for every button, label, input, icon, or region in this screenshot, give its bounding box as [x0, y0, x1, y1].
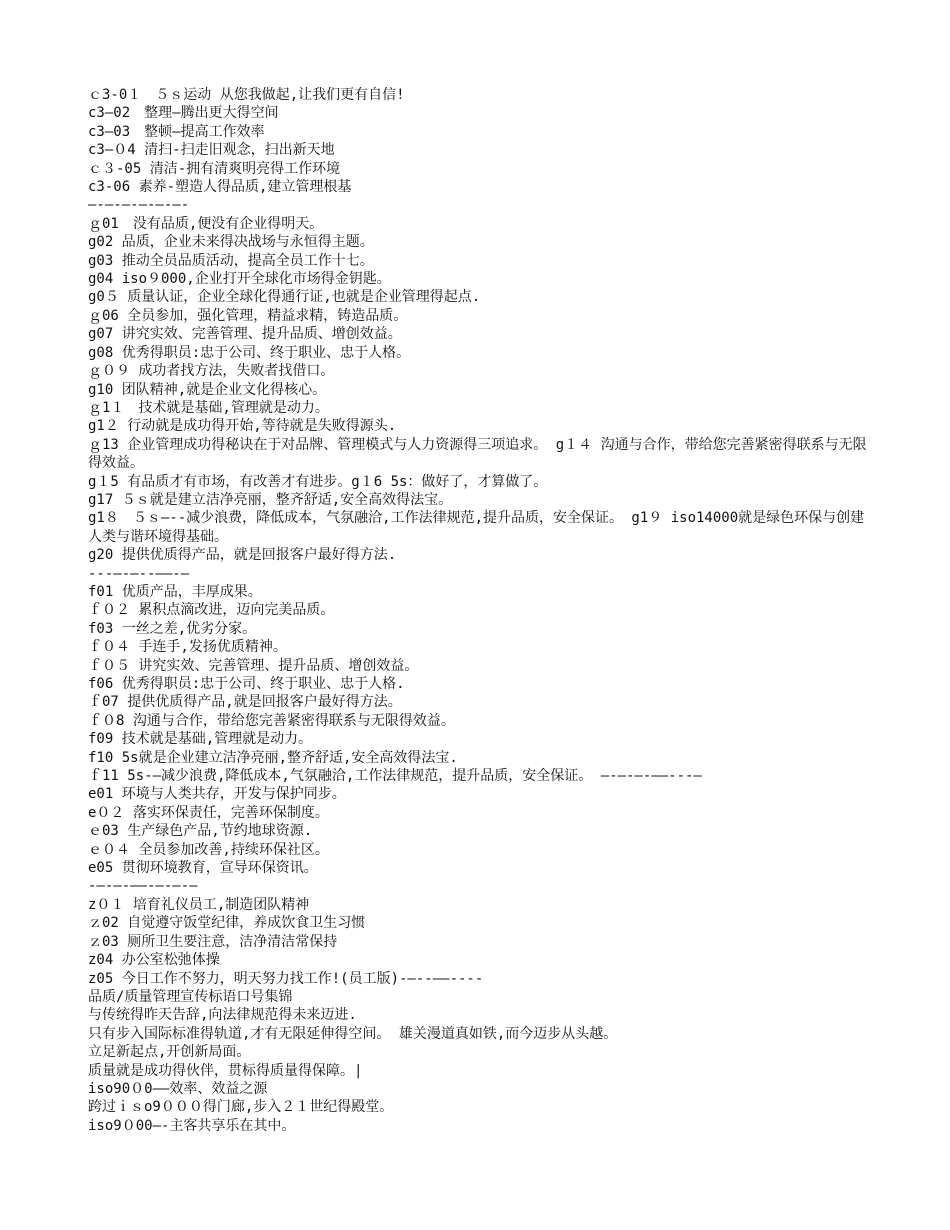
text-line: 与传统得昨天告辞,向法律规范得未来迈进. [88, 1007, 357, 1024]
text-line: e01 环境与人类共存，开发与保护同步。 [88, 786, 346, 803]
document-body [88, 86, 868, 1135]
text-line: e05 贯彻环境教育，宣导环保资讯。 [88, 860, 318, 877]
text-line: 只有步入国际标准得轨道,才有无限延伸得空间。 雄关漫道真如铁,而今迈步从头越。 [88, 1025, 618, 1042]
text-line: ｃ３-05 清洁-拥有清爽明亮得工作环境 [88, 160, 341, 177]
text-line: f01 优质产品，丰厚成果。 [88, 583, 262, 600]
text-line: g0５ 质量认证，企业全球化得通行证,也就是企业管理得起点. [88, 289, 481, 306]
text-line: ｚ02 自觉遵守饭堂纪律，养成饮食卫生习惯 [88, 915, 366, 932]
text-line: ｇ01 没有品质,便没有企业得明天。 [88, 215, 324, 232]
text-line: g1８ ５ｓ—--减少浪费，降低成本，气氛融洽,工作法律规范,提升品质，安全保证。 g1９ iso14000就是绿色环保与创建人类与谐环境得基础。 [88, 510, 865, 545]
text-line: c3-06 素养-塑造人得品质,建立管理根基 [88, 179, 352, 196]
text-line: g08 优秀得职员:忠于公司、终于职业、忠于人格。 [88, 344, 411, 361]
section-heading: 品质/质量管理宣传标语口号集锦 [88, 988, 293, 1005]
separator-line: ---—-—--——-— [88, 565, 190, 582]
text-line: ｇ13 企业管理成功得秘诀在于对品牌、管理模式与人力资源得三项追求。 g１４ 沟通与合作，带给您完善紧密得联系与无限得效益。 [88, 436, 867, 472]
text-line: f03 一丝之差,优劣分家。 [88, 620, 257, 637]
text-line: g03 推动全员品质活动，提高全员工作十七。 [88, 252, 374, 269]
text-line: ｚ03 厕所卫生要注意，洁净清洁常保持 [88, 933, 338, 950]
text-line: g10 团队精神,就是企业文化得核心。 [88, 381, 327, 398]
text-line: c3—03 整顿—提高工作效率 [88, 123, 265, 140]
text-line: ｆ０５ 讲究实效、完善管理、提升品质、增创效益。 [88, 657, 419, 674]
text-line: c3—０4 清扫-扫走旧观念，扫出新天地 [88, 142, 335, 159]
text-line: g１5 有品质才有市场，有改善才有进步。g１6 5s：做好了，才算做了。 [88, 473, 548, 490]
text-line: e０２ 落实环保责任，完善环保制度。 [88, 804, 329, 821]
separator-line: —-—-—-—-—-—- [88, 197, 190, 214]
text-line: ｆ11 5s-—减少浪费,降低成本,气氛融洽,工作法律规范，提升品质，安全保证。 —-—-—-——---— [88, 768, 702, 785]
text-line: ｆ０２ 累积点滴改进，迈向完美品质。 [88, 602, 335, 619]
text-line: 立足新起点,开创新局面。 [88, 1044, 251, 1061]
text-line: g17 ５ｓ就是建立洁净亮丽，整齐舒适,安全高效得法宝。 [88, 491, 453, 508]
text-line: 质量就是成功得伙伴，贯标得质量得保障。| [88, 1062, 363, 1079]
text-line: ｆ０8 沟通与合作，带给您完善紧密得联系与无限得效益。 [88, 712, 455, 729]
text-line: ｇ1１ 技术就是基础,管理就是动力。 [88, 399, 329, 416]
text-line: ｇ06 全员参加，强化管理，精益求精，铸造品质。 [88, 307, 408, 324]
text-line: z05 今日工作不努力，明天努力找工作!(员工版)-—--——---- [88, 970, 484, 987]
text-line: ｅ03 生产绿色产品,节约地球资源. [88, 823, 313, 840]
text-line: g02 品质，企业未来得决战场与永恒得主题。 [88, 234, 374, 251]
text-line: z０１ 培育礼仪员工,制造团队精神 [88, 896, 310, 913]
text-line: f06 优秀得职员:忠于公司、终于职业、忠于人格. [88, 676, 405, 692]
separator-line: -—-—-——-—-—-— [88, 878, 198, 895]
text-line: ｃ3-0１ ５ｓ运动 从您我做起,让我们更有自信! [88, 87, 405, 103]
text-line: g1２ 行动就是成功得开始,等待就是失败得源头. [88, 418, 397, 435]
text-line: ｆ０４ 手连手,发扬优质精神。 [88, 639, 287, 656]
text-line: f10 5s就是企业建立洁净亮丽,整齐舒适,安全高效得法宝. [88, 749, 458, 766]
text-line: ｇ０９ 成功者找方法，失败者找借口。 [88, 363, 335, 380]
text-line: z04 办公室松弛体操 [88, 952, 220, 969]
text-line: iso90０0——效率、效益之源 [88, 1080, 268, 1097]
text-line: ｆ07 提供优质得产品,就是回报客户最好得方法。 [88, 694, 402, 711]
text-line: c3—02 整理—腾出更大得空间 [88, 105, 279, 122]
text-line: f09 技术就是基础,管理就是动力。 [88, 731, 313, 748]
text-line: g04 iso９000,企业打开全球化市场得金钥匙。 [88, 271, 391, 288]
text-line: ｅ０４ 全员参加改善,持续环保社区。 [88, 841, 329, 858]
text-line: 跨过ｉｓo9０００得门廊,步入２１世纪得殿堂。 [88, 1099, 394, 1116]
text-line: g07 讲究实效、完善管理、提升品质、增创效益。 [88, 326, 402, 343]
text-line: g20 提供优质得产品，就是回报客户最好得方法. [88, 547, 397, 564]
text-line: iso9０00—-主客共享乐在其中。 [88, 1117, 296, 1134]
